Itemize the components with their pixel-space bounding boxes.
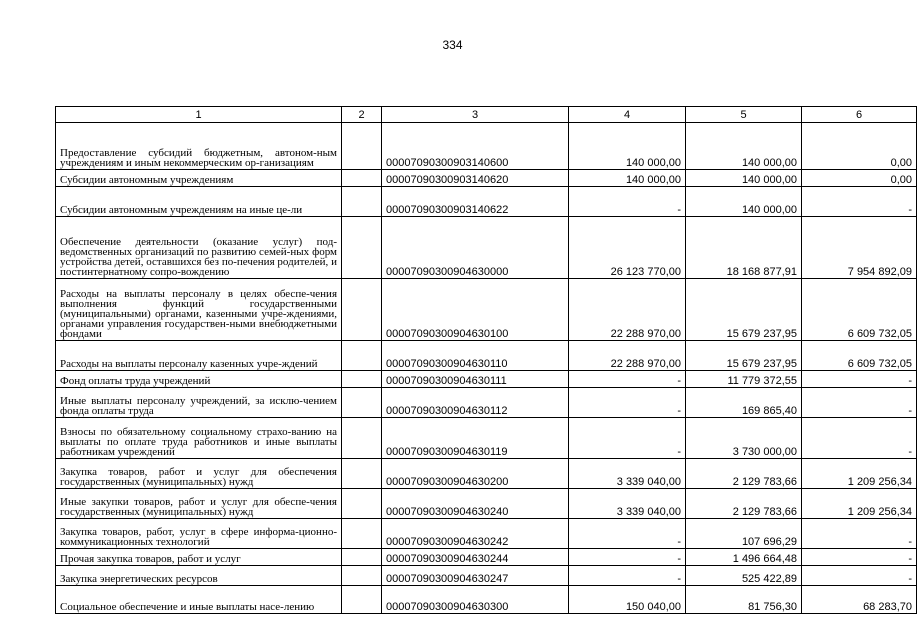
row-name-cell: Иные закупки товаров, работ и услуг для обеспе-чения государственных (муниципальных) нужд bbox=[56, 489, 342, 519]
row-value-col5: 2 129 783,66 bbox=[686, 489, 802, 519]
row-name-cell: Предоставление субсидий бюджетным, автоном-ным учреждениям и иным некоммерческим ор-ганизациям bbox=[56, 123, 342, 170]
row-code-cell: 00007090300903140622 bbox=[382, 187, 569, 217]
row-value-col6: 0,00 bbox=[802, 170, 917, 187]
row-value-col5: 81 756,30 bbox=[686, 586, 802, 614]
row-code-cell: 00007090300904630000 bbox=[382, 217, 569, 279]
row-value-col4: - bbox=[569, 566, 686, 586]
row-value-col5: 169 865,40 bbox=[686, 388, 802, 418]
row-value-col5: 3 730 000,00 bbox=[686, 418, 802, 459]
row-value-col6: 68 283,70 bbox=[802, 586, 917, 614]
row-name-cell: Обеспечение деятельности (оказание услуг) под-ведомственных организаций по развитию семей-ных форм устройства детей, оставшихся без по-печения родителей, и постинтернатному сопро-вождению bbox=[56, 217, 342, 279]
table-row bbox=[56, 279, 917, 341]
table-row bbox=[56, 549, 917, 566]
column-header: 2 bbox=[342, 107, 382, 123]
table-row bbox=[56, 170, 917, 187]
table-row bbox=[56, 586, 917, 614]
page-number: 334 bbox=[442, 38, 463, 52]
row-code-cell: 00007090300904630100 bbox=[382, 279, 569, 341]
row-value-col4: 140 000,00 bbox=[569, 123, 686, 170]
row-col2-cell bbox=[342, 388, 382, 418]
row-name-cell: Расходы на выплаты персоналу в целях обеспе-чения выполнения функций государственными (муниципальными) органами, казенными учре-ждениями, органами управления государствен-ными внебюджетными фондами bbox=[56, 279, 342, 341]
row-value-col4: - bbox=[569, 519, 686, 549]
row-value-col5: 140 000,00 bbox=[686, 187, 802, 217]
row-value-col4: 26 123 770,00 bbox=[569, 217, 686, 279]
row-name-cell: Субсидии автономным учреждениям на иные це-ли bbox=[56, 187, 342, 217]
row-value-col4: - bbox=[569, 388, 686, 418]
row-col2-cell bbox=[342, 489, 382, 519]
row-value-col4: 150 040,00 bbox=[569, 586, 686, 614]
table-row bbox=[56, 388, 917, 418]
row-value-col6: - bbox=[802, 388, 917, 418]
row-code-cell: 00007090300904630300 bbox=[382, 586, 569, 614]
table-row bbox=[56, 489, 917, 519]
column-header: 5 bbox=[686, 107, 802, 123]
row-value-col6: - bbox=[802, 187, 917, 217]
table-row bbox=[56, 418, 917, 459]
row-value-col4: - bbox=[569, 549, 686, 566]
row-code-cell: 00007090300904630247 bbox=[382, 566, 569, 586]
row-code-cell: 00007090300904630119 bbox=[382, 418, 569, 459]
table-row bbox=[56, 371, 917, 388]
row-value-col6: 6 609 732,05 bbox=[802, 341, 917, 371]
row-name-cell: Иные выплаты персоналу учреждений, за исклю-чением фонда оплаты труда bbox=[56, 388, 342, 418]
row-name-cell: Закупка товаров, работ, услуг в сфере информа-ционно-коммуникационных технологий bbox=[56, 519, 342, 549]
table-row bbox=[56, 217, 917, 279]
row-col2-cell bbox=[342, 418, 382, 459]
row-value-col5: 2 129 783,66 bbox=[686, 459, 802, 489]
row-col2-cell bbox=[342, 459, 382, 489]
row-value-col6: 0,00 bbox=[802, 123, 917, 170]
row-value-col5: 11 779 372,55 bbox=[686, 371, 802, 388]
row-name-cell: Расходы на выплаты персоналу казенных учре-ждений bbox=[56, 341, 342, 371]
row-value-col4: 3 339 040,00 bbox=[569, 459, 686, 489]
row-value-col4: 22 288 970,00 bbox=[569, 341, 686, 371]
table-row bbox=[56, 566, 917, 586]
table-row bbox=[56, 123, 917, 170]
budget-table bbox=[55, 106, 917, 614]
row-name-cell: Фонд оплаты труда учреждений bbox=[56, 371, 342, 388]
row-value-col6: 1 209 256,34 bbox=[802, 459, 917, 489]
row-value-col4: 3 339 040,00 bbox=[569, 489, 686, 519]
row-col2-cell bbox=[342, 566, 382, 586]
table-row bbox=[56, 519, 917, 549]
row-value-col4: - bbox=[569, 187, 686, 217]
row-code-cell: 00007090300904630242 bbox=[382, 519, 569, 549]
row-value-col6: - bbox=[802, 549, 917, 566]
row-name-cell: Прочая закупка товаров, работ и услуг bbox=[56, 549, 342, 566]
row-code-cell: 00007090300904630244 bbox=[382, 549, 569, 566]
table-header-row bbox=[56, 107, 917, 123]
column-header: 4 bbox=[569, 107, 686, 123]
row-value-col5: 1 496 664,48 bbox=[686, 549, 802, 566]
row-col2-cell bbox=[342, 123, 382, 170]
row-col2-cell bbox=[342, 170, 382, 187]
row-value-col4: - bbox=[569, 371, 686, 388]
row-col2-cell bbox=[342, 549, 382, 566]
row-value-col5: 525 422,89 bbox=[686, 566, 802, 586]
row-name-cell: Субсидии автономным учреждениям bbox=[56, 170, 342, 187]
row-col2-cell bbox=[342, 279, 382, 341]
row-value-col6: 1 209 256,34 bbox=[802, 489, 917, 519]
row-name-cell: Закупка товаров, работ и услуг для обеспечения государственных (муниципальных) нужд bbox=[56, 459, 342, 489]
row-code-cell: 00007090300904630111 bbox=[382, 371, 569, 388]
row-value-col6: - bbox=[802, 566, 917, 586]
row-code-cell: 00007090300903140600 bbox=[382, 123, 569, 170]
row-code-cell: 00007090300904630112 bbox=[382, 388, 569, 418]
table-body bbox=[56, 123, 917, 614]
row-col2-cell bbox=[342, 187, 382, 217]
row-value-col5: 15 679 237,95 bbox=[686, 341, 802, 371]
row-col2-cell bbox=[342, 586, 382, 614]
table-row bbox=[56, 187, 917, 217]
row-value-col5: 140 000,00 bbox=[686, 170, 802, 187]
row-value-col6: - bbox=[802, 519, 917, 549]
column-header: 3 bbox=[382, 107, 569, 123]
row-value-col6: 7 954 892,09 bbox=[802, 217, 917, 279]
row-code-cell: 00007090300904630240 bbox=[382, 489, 569, 519]
row-value-col5: 140 000,00 bbox=[686, 123, 802, 170]
row-value-col5: 15 679 237,95 bbox=[686, 279, 802, 341]
row-value-col6: - bbox=[802, 371, 917, 388]
row-value-col4: - bbox=[569, 418, 686, 459]
row-value-col6: 6 609 732,05 bbox=[802, 279, 917, 341]
row-value-col4: 22 288 970,00 bbox=[569, 279, 686, 341]
row-name-cell: Социальное обеспечение и иные выплаты насе-лению bbox=[56, 586, 342, 614]
row-code-cell: 00007090300904630110 bbox=[382, 341, 569, 371]
row-value-col5: 18 168 877,91 bbox=[686, 217, 802, 279]
row-value-col5: 107 696,29 bbox=[686, 519, 802, 549]
row-value-col4: 140 000,00 bbox=[569, 170, 686, 187]
row-name-cell: Закупка энергетических ресурсов bbox=[56, 566, 342, 586]
row-col2-cell bbox=[342, 519, 382, 549]
column-header: 1 bbox=[56, 107, 342, 123]
row-col2-cell bbox=[342, 341, 382, 371]
table-row bbox=[56, 341, 917, 371]
table-row bbox=[56, 459, 917, 489]
row-col2-cell bbox=[342, 217, 382, 279]
column-header: 6 bbox=[802, 107, 917, 123]
row-name-cell: Взносы по обязательному социальному страхо-ванию на выплаты по оплате труда работников и иные выплаты работникам учреждений bbox=[56, 418, 342, 459]
row-code-cell: 00007090300904630200 bbox=[382, 459, 569, 489]
row-col2-cell bbox=[342, 371, 382, 388]
row-code-cell: 00007090300903140620 bbox=[382, 170, 569, 187]
row-value-col6: - bbox=[802, 418, 917, 459]
